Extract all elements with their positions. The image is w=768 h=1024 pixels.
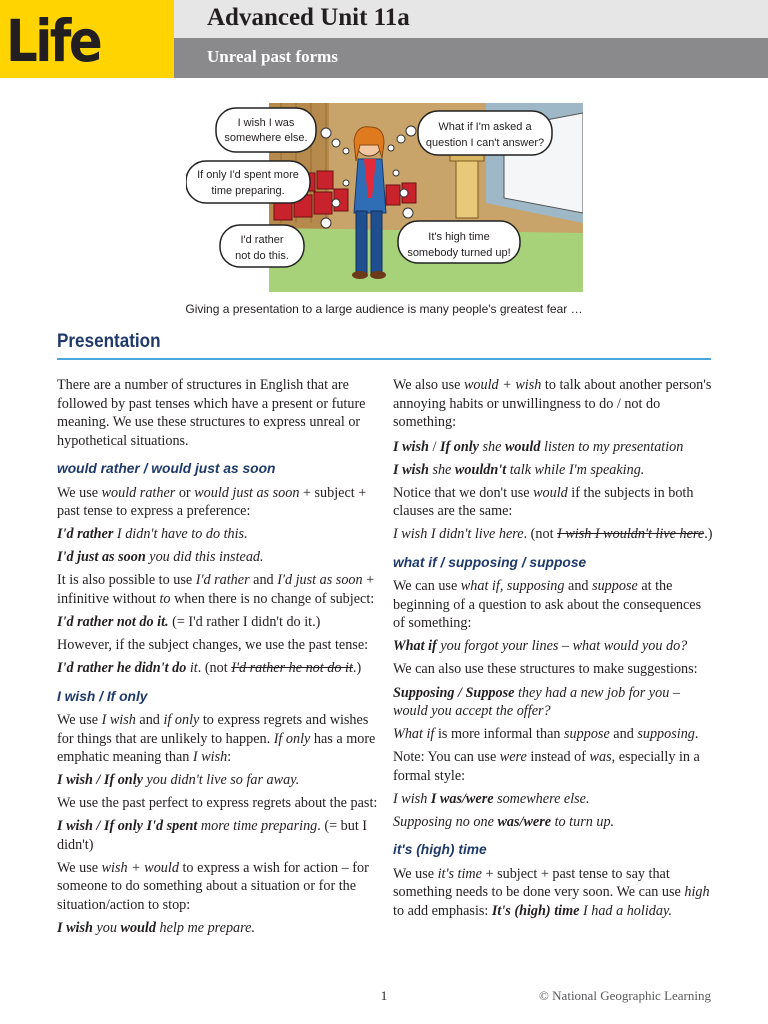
- example: I'd rather he didn't do it. (not I'd rather he not do it.): [57, 660, 362, 677]
- bubble-rather-line2: not do this.: [235, 250, 289, 262]
- logo-text: Life: [6, 7, 101, 75]
- paragraph: We can also use these structures to make suggestions:: [393, 661, 698, 678]
- heading-would-rather: would rather / would just as soon: [57, 461, 276, 476]
- example: I'd rather not do it. (= I'd rather I didn't do it.): [57, 613, 321, 630]
- heading-high-time: it's (high) time: [393, 842, 487, 858]
- subtitle-band: [174, 38, 768, 78]
- heading-what-if: what if / supposing / suppose: [393, 554, 587, 570]
- example: I wish / If only she would listen to my presentation: [393, 438, 684, 455]
- bubble-whatif-line1: What if I'm asked a: [438, 121, 532, 133]
- bubble-ifonly-line2: time preparing.: [211, 185, 285, 197]
- bubble-wish-line2: somewhere else.: [224, 132, 308, 144]
- example: I'd just as soon you did this instead.: [57, 549, 264, 566]
- bubble-hightime-line2: somebody turned up!: [407, 247, 511, 259]
- intro-paragraph: There are a number of structures in English that are followed by past tenses which have a present or future meaning. We use these structures to express unreal or hypothetical situations.: [57, 377, 366, 449]
- bubble-hightime-line1: It's high time: [428, 231, 490, 243]
- right-column: [393, 376, 715, 925]
- bubble-whatif-line2: question I can't answer?: [425, 137, 545, 149]
- bubble-rather-line1: I'd rather: [240, 234, 284, 246]
- left-column: [57, 376, 379, 942]
- page-title: Advanced Unit 11a: [207, 4, 410, 31]
- example: I wish / If only I'd spent more time preparing. (= but I didn't): [57, 818, 368, 853]
- paragraph: We use would rather or would just as soon + subject + past tense to express a preference:: [57, 484, 367, 519]
- title-band: [174, 0, 768, 38]
- paragraph: We use I wish and if only to express regrets and wishes for things that are unlikely to happen. If only has a more emphatic meaning than I wish:: [57, 712, 376, 766]
- paragraph: We use it's time + subject + past tense to say that something needs to be done very soon. We can use high to add emphasis: It's (high) time I had a holiday.: [393, 865, 710, 919]
- example: I wish she wouldn't talk while I'm speaking.: [393, 461, 645, 478]
- page-subtitle: Unreal past forms: [207, 47, 338, 66]
- paragraph: We use wish + would to express a wish for action – for someone to do something about a situation or for the situation/action to stop:: [57, 859, 369, 913]
- paragraph: What if is more informal than suppose and supposing.: [393, 726, 699, 743]
- copyright: © National Geographic Learning: [539, 988, 711, 1003]
- life-logo: [0, 0, 174, 78]
- example: What if you forgot your lines – what would you do?: [393, 638, 688, 655]
- paragraph: It is also possible to use I'd rather and I'd just as soon + infinitive without to when there is no change of subject:: [57, 572, 375, 607]
- example: I wish / If only you didn't live so far away.: [57, 772, 300, 789]
- page-number: 1: [380, 988, 388, 1003]
- paragraph: We use the past perfect to express regrets about the past:: [57, 795, 378, 812]
- example: Supposing / Suppose they had a new job for you – would you accept the offer?: [393, 684, 680, 720]
- example: I wish I didn't live here. (not I wish I wouldn't live here.): [393, 526, 713, 543]
- illustration-caption: Giving a presentation to a large audience is many people's greatest fear …: [185, 302, 583, 316]
- example: I wish you would help me prepare.: [57, 920, 255, 937]
- bubble-wish-line1: I wish I was: [237, 117, 295, 129]
- heading-i-wish: I wish / If only: [57, 688, 148, 704]
- presentation-illustration: [186, 103, 583, 292]
- section-divider: [57, 358, 711, 360]
- paragraph: We can use what if, supposing and suppose at the beginning of a question to ask about the consequences of something:: [393, 578, 702, 632]
- bubble-ifonly-line1: If only I'd spent more: [197, 169, 299, 181]
- paragraph: Notice that we don't use would if the subjects in both clauses are the same:: [393, 484, 694, 520]
- example: I wish I was/were somewhere else.: [393, 790, 590, 807]
- paragraph: Note: You can use were instead of was, especially in a formal style:: [393, 749, 700, 784]
- paragraph: We also use would + wish to talk about another person's annoying habits or unwillingness to do / not do something:: [393, 377, 712, 430]
- section-title: Presentation: [57, 331, 161, 352]
- paragraph: However, if the subject changes, we use the past tense:: [57, 636, 369, 653]
- example: Supposing no one was/were to turn up.: [393, 813, 615, 830]
- example: I'd rather I didn't have to do this.: [57, 526, 248, 543]
